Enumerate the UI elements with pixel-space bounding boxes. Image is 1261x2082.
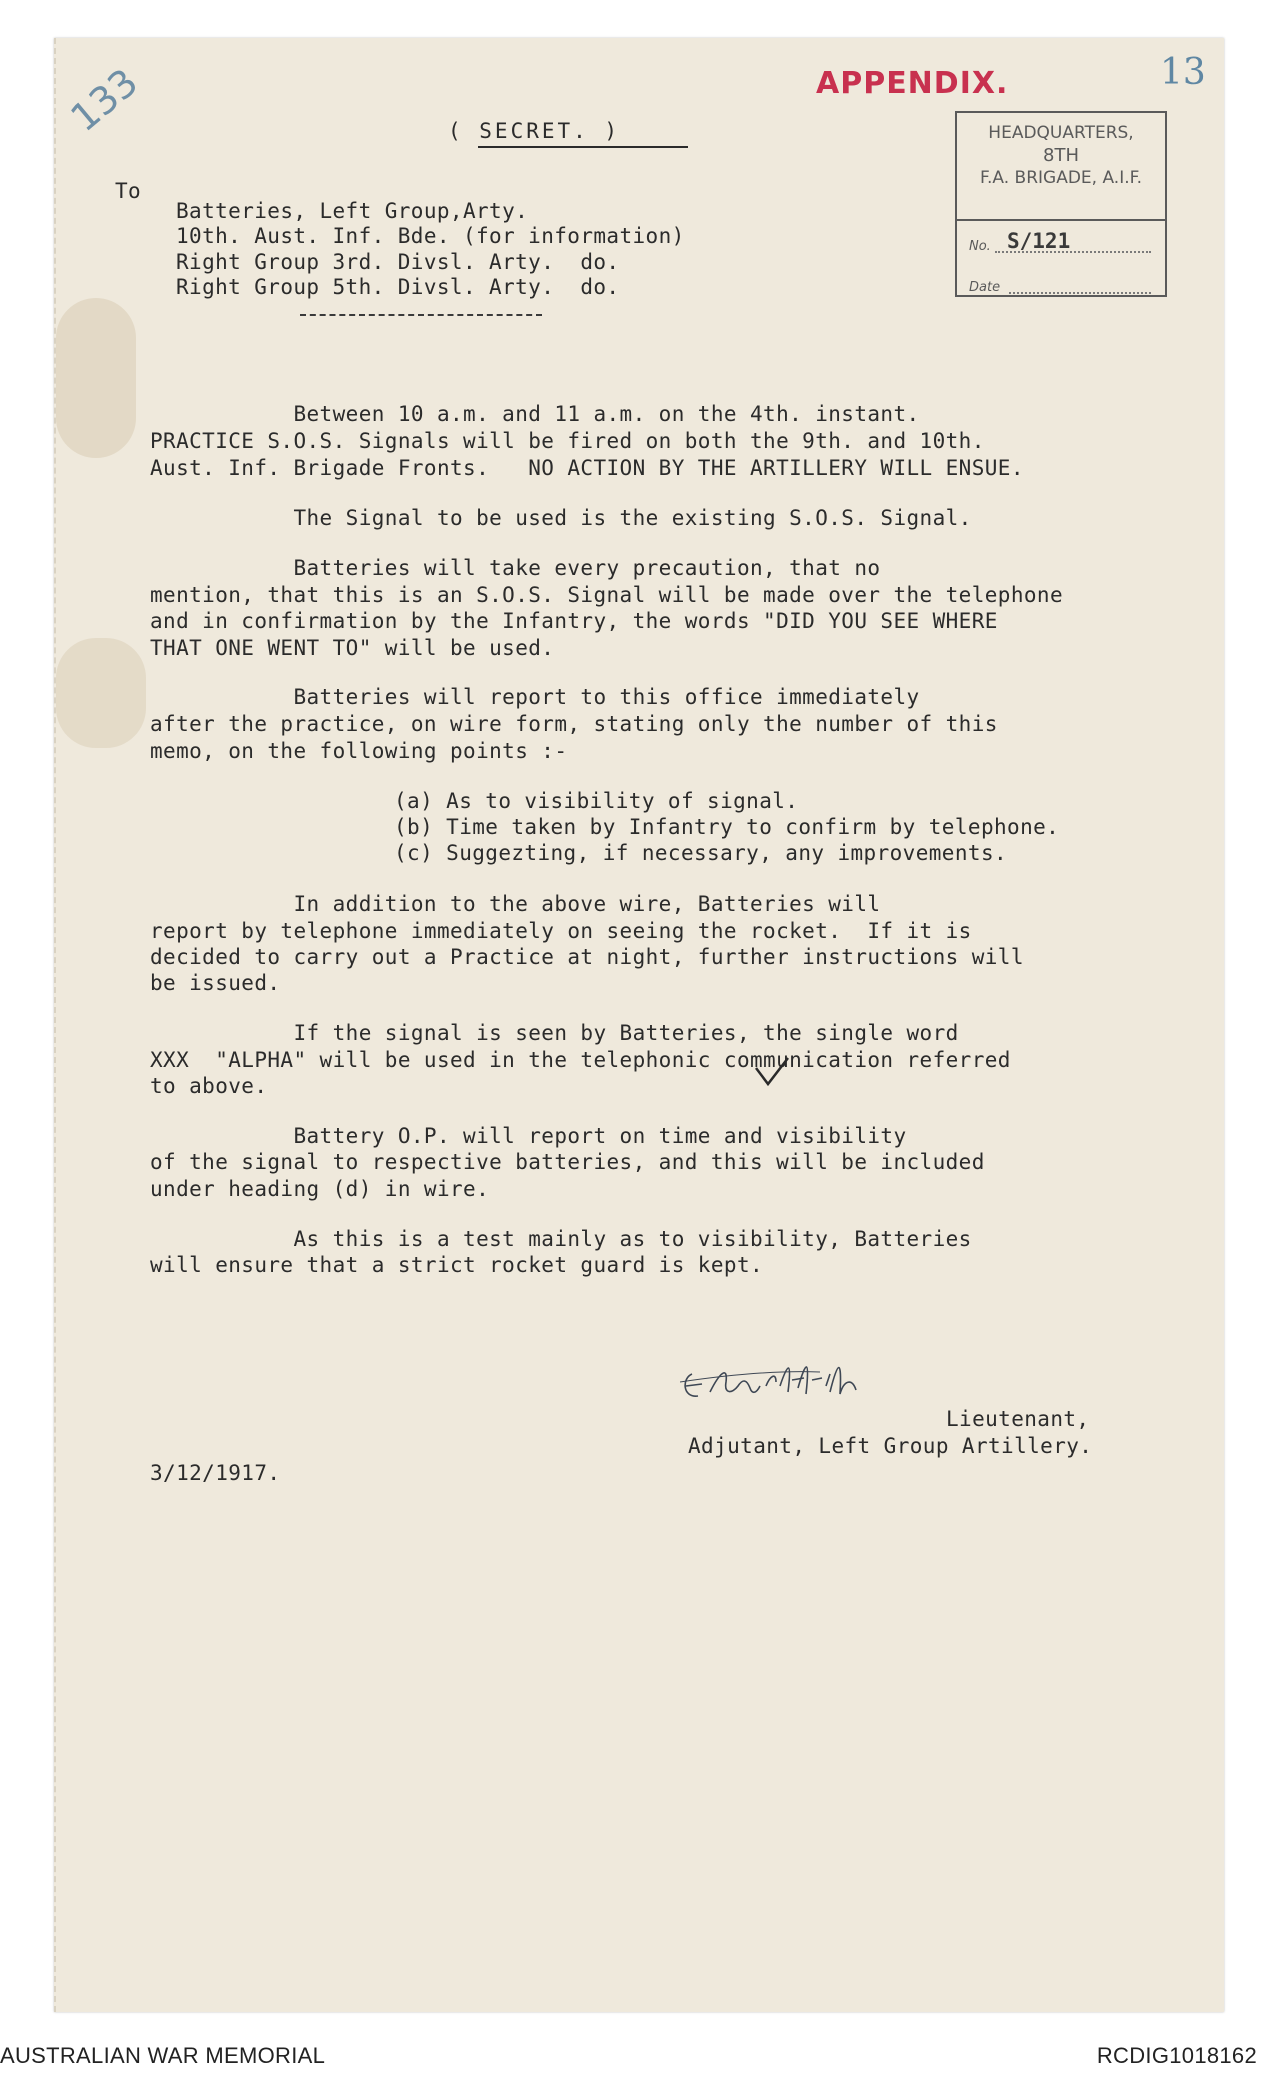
paragraph-line: If the signal is seen by Batteries, the single word (150, 1021, 959, 1045)
paragraph-line: decided to carry out a Practice at night, further instructions will (150, 945, 1024, 969)
paragraph-line: be issued. (150, 971, 281, 995)
point-item: (c) Suggezting, if necessary, any improvements. (394, 841, 1008, 865)
addressee-divider (300, 314, 542, 316)
paragraph-line: report by telephone immediately on seeing the rocket. If it is (150, 919, 972, 943)
addressee: Batteries, Left Group,Arty. (176, 199, 529, 223)
paragraph-line: to above. (150, 1074, 268, 1098)
addressee: Right Group 3rd. Divsl. Arty. do. (176, 250, 620, 274)
paragraph-line: of the signal to respective batteries, and this will be included (150, 1150, 985, 1174)
paragraph-line: under heading (d) in wire. (150, 1177, 490, 1201)
addressee: 10th. Aust. Inf. Bde. (for information) (176, 224, 685, 248)
paragraph-line: memo, on the following points :- (150, 739, 568, 763)
footer-institution: AUSTRALIAN WAR MEMORIAL (0, 2043, 326, 2068)
secret-underline (478, 146, 688, 148)
stamp-line-brigade: F.A. BRIGADE, A.I.F. (979, 168, 1143, 188)
stamp-line-hq: HEADQUARTERS, (988, 123, 1134, 143)
stamp-dotted-line (1009, 292, 1151, 294)
folio-number-left: 133 (62, 59, 147, 141)
footer-catalogue-id: RCDIG1018162 (1096, 2043, 1257, 2068)
paragraph-line: Battery O.P. will report on time and visibility (150, 1124, 907, 1148)
stamp-date-row (957, 262, 1165, 303)
stamp-number-row (957, 221, 1165, 262)
pencil-tick-mark (752, 1052, 792, 1092)
paragraph-line: and in confirmation by the Infantry, the words "DID YOU SEE WHERE (150, 609, 998, 633)
document-date: 3/12/1917. (150, 1461, 281, 1485)
secret-heading: ( SECRET. ) (448, 119, 621, 143)
paragraph-line: The Signal to be used is the existing S.O.S. Signal. (150, 506, 972, 530)
stamp-no-label: No. (969, 239, 991, 254)
paragraph-line: As this is a test mainly as to visibility, Batteries (150, 1227, 972, 1251)
point-item: (a) As to visibility of signal. (394, 789, 799, 813)
paragraph-line: after the practice, on wire form, stating only the number of this (150, 712, 998, 736)
signatory-title: Adjutant, Left Group Artillery. (688, 1434, 1093, 1458)
paper-stain (56, 298, 136, 458)
paragraph-line: XXX "ALPHA" will be used in the telephonic communication referred (150, 1048, 1011, 1072)
paragraph-line: Batteries will take every precaution, that no (150, 556, 881, 580)
addressee: Right Group 5th. Divsl. Arty. do. (176, 275, 620, 299)
to-label: To (115, 179, 142, 203)
paragraph-line: In addition to the above wire, Batteries will (150, 892, 881, 916)
stamp-line-8th: 8TH (1043, 145, 1079, 166)
paragraph-line: will ensure that a strict rocket guard is kept. (150, 1253, 764, 1277)
paper-stain (56, 638, 146, 748)
paragraph-line: Batteries will report to this office immediately (150, 685, 920, 709)
appendix-stamp: APPENDIX. (816, 66, 1009, 101)
point-item: (b) Time taken by Infantry to confirm by telephone. (394, 815, 1060, 839)
paragraph-line: PRACTICE S.O.S. Signals will be fired on both the 9th. and 10th. (150, 429, 985, 453)
paragraph-line: Aust. Inf. Brigade Fronts. NO ACTION BY THE ARTILLERY WILL ENSUE. (150, 456, 1024, 480)
folio-number-right: 13 (1160, 52, 1206, 93)
signatory-rank: Lieutenant, (946, 1407, 1090, 1431)
paragraph-line: Between 10 a.m. and 11 a.m. on the 4th. instant. (150, 402, 920, 426)
paragraph-line: THAT ONE WENT TO" will be used. (150, 636, 555, 660)
handwritten-signature (680, 1352, 920, 1412)
stamp-no-value: S/121 (1007, 229, 1071, 253)
paragraph-line: mention, that this is an S.O.S. Signal will be made over the telephone (150, 583, 1064, 607)
stamp-date-label: Date (969, 280, 1001, 295)
headquarters-stamp (955, 111, 1167, 297)
